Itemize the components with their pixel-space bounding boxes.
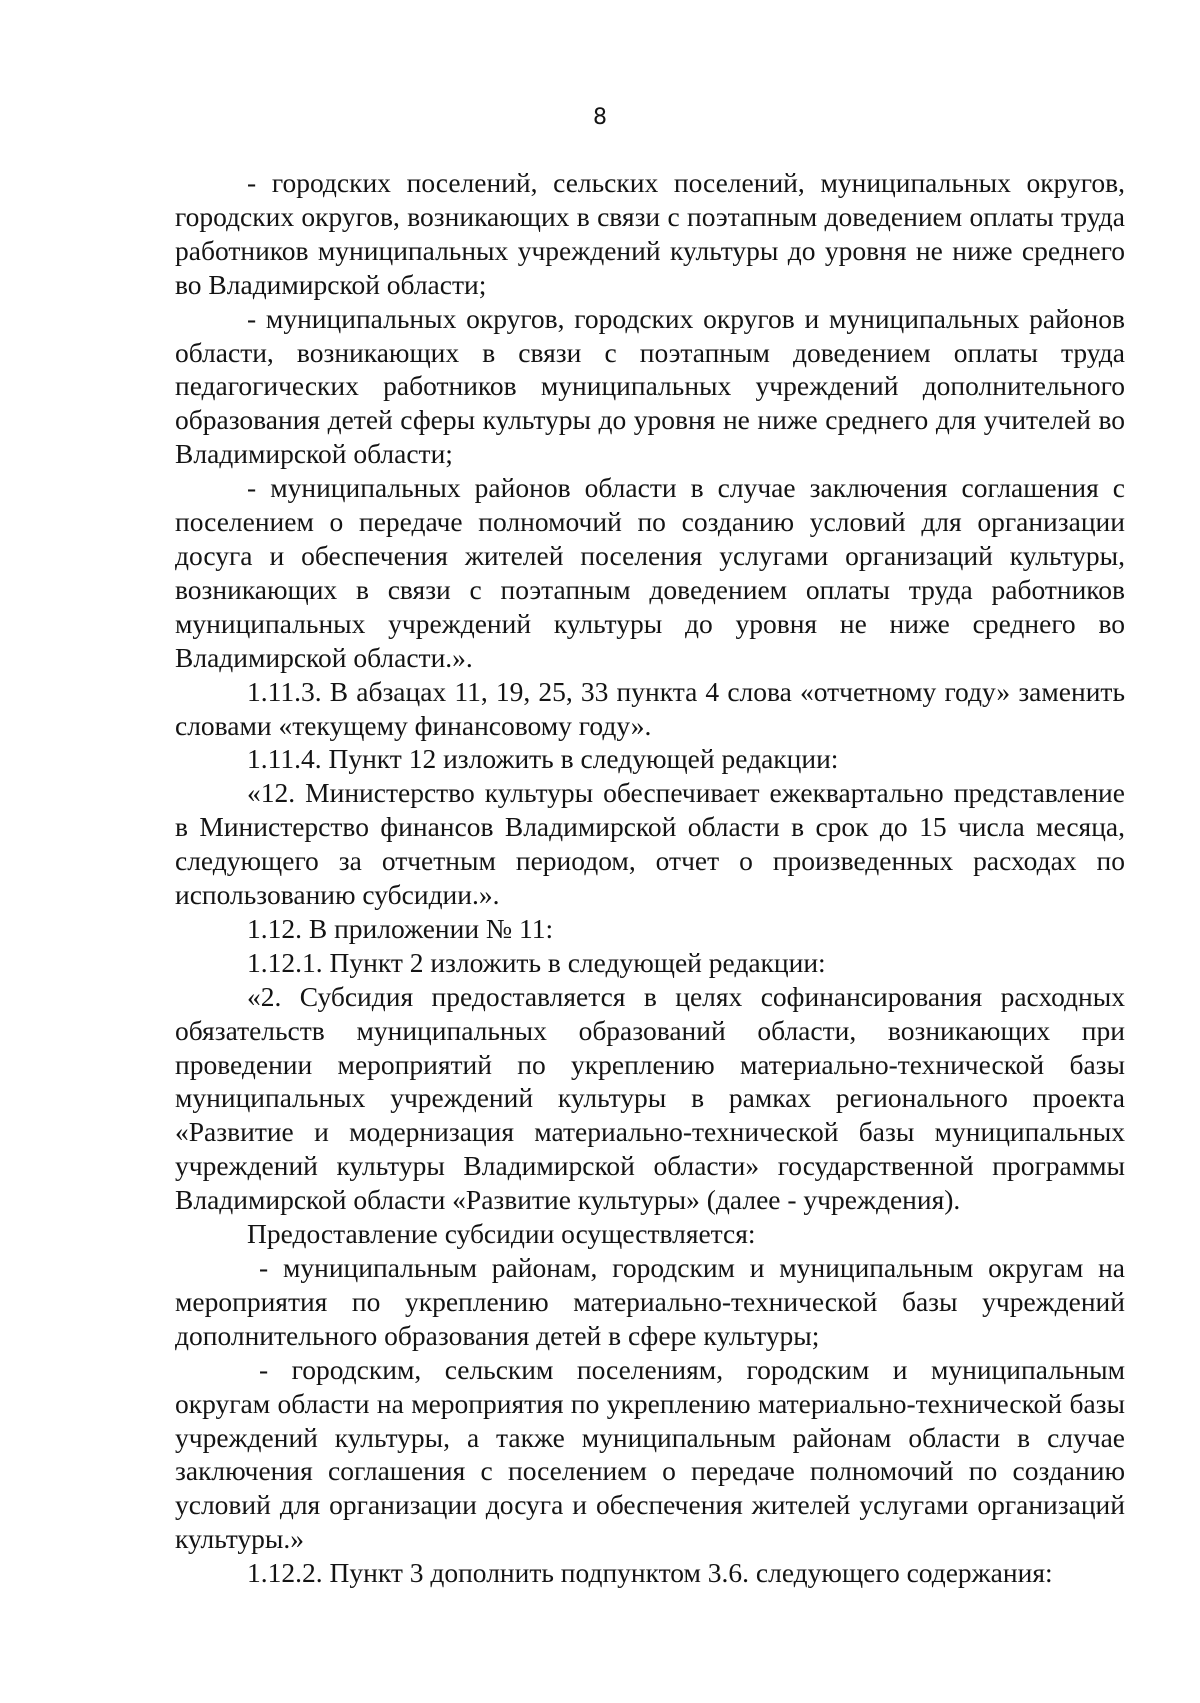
paragraph: 1.12.2. Пункт 3 дополнить подпунктом 3.6. следующего содержания: xyxy=(247,1557,1053,1589)
paragraph: 1.11.3. В абзацах 11, 19, 25, 33 пункта 4 слова «отчетному году» заменить словами «текущему финансовому году». xyxy=(175,675,1125,741)
page-number: 8 xyxy=(593,105,607,130)
paragraph: - городским, сельским поселениям, городским и муниципальным округам области на мероприятия по укреплению материально-технической базы учреждений культуры, а также муниципальным районам области в случае заключения соглашения с поселением о передаче полномочий по созданию условий для организации досуга и обеспечения жителей услугами организаций культуры.» xyxy=(175,1353,1125,1555)
paragraph: - муниципальных округов, городских округов и муниципальных районов области, возникающих в связи с поэтапным доведением оплаты труда педагогических работников муниципальных учреждений дополнительного образования детей сферы культуры до уровня не ниже среднего для учителей во Владимирской области; xyxy=(175,302,1125,470)
paragraph: - муниципальным районам, городским и муниципальным округам на мероприятия по укреплению материально-технической базы учреждений дополнительного образования детей в сфере культуры; xyxy=(175,1252,1125,1351)
paragraph: Предоставление субсидии осуществляется: xyxy=(247,1218,756,1250)
paragraph: 1.11.4. Пункт 12 изложить в следующей редакции: xyxy=(247,743,839,775)
paragraph: - городских поселений, сельских поселений, муниципальных округов, городских округов, возникающих в связи с поэтапным доведением оплаты труда работников муниципальных учреждений культуры до уровня не ниже среднего во Владимирской области; xyxy=(175,167,1125,300)
paragraph: «12. Министерство культуры обеспечивает ежеквартально представление в Министерство финансов Владимирской области в срок до 15 числа месяца, следующего за отчетным периодом, отчет о произведенных расходах по использованию субсидии.». xyxy=(175,777,1125,911)
paragraph: 1.12. В приложении № 11: xyxy=(247,912,554,944)
document-body xyxy=(175,166,1125,1590)
paragraph: - муниципальных районов области в случае заключения соглашения с поселением о передаче полномочий по созданию условий для организации досуга и обеспечения жителей поселения услугами организаций культуры, возникающих в связи с поэтапным доведением оплаты труда работников муниципальных учреждений культуры до уровня не ниже среднего во Владимирской области.». xyxy=(175,472,1125,673)
paragraph: «2. Субсидия предоставляется в целях софинансирования расходных обязательств муниципальных образований области, возникающих при проведении мероприятий по укреплению материально-технической базы муниципальных учреждений культуры в рамках регионального проекта «Развитие и модернизация материально-технической базы муниципальных учреждений культуры Владимирской области» государственной программы Владимирской области «Развитие культуры» (далее - учреждения). xyxy=(175,980,1125,1216)
paragraph: 1.12.1. Пункт 2 изложить в следующей редакции: xyxy=(247,946,826,978)
